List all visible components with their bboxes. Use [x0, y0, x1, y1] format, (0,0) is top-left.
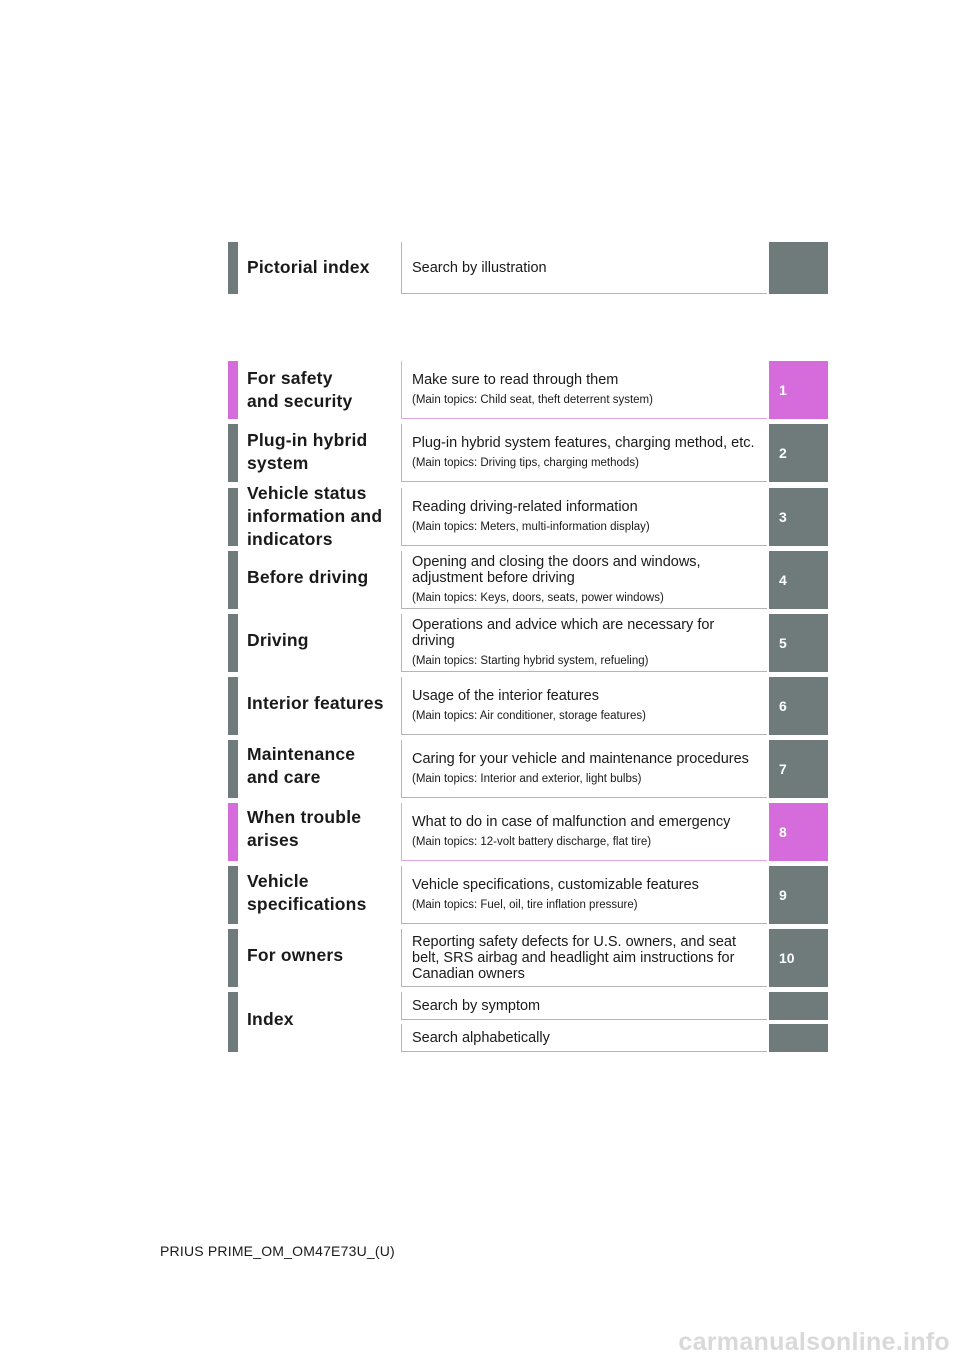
section-bar	[228, 740, 238, 798]
section-row[interactable]	[228, 551, 828, 609]
section-description	[401, 242, 767, 294]
section-number-tab[interactable]: 9	[769, 866, 828, 924]
section-main-text: Operations and advice which are necessary for driving	[412, 617, 715, 649]
section-row[interactable]	[228, 740, 828, 798]
section-number-tab[interactable]: 5	[769, 614, 828, 672]
section-bar	[228, 929, 238, 987]
section-description	[401, 424, 767, 482]
section-title: Driving	[247, 630, 309, 650]
section-title: Vehicle specifications	[247, 871, 367, 914]
document-code: PRIUS PRIME_OM_OM47E73U_(U)	[160, 1243, 395, 1259]
section-number-tab[interactable]: 1	[769, 361, 828, 419]
section-title: For owners	[247, 945, 344, 965]
section-tab[interactable]	[769, 1024, 828, 1052]
section-title: Vehicle status information and indicators	[247, 483, 383, 549]
section-tab[interactable]	[769, 992, 828, 1020]
section-bar	[228, 361, 238, 419]
section-title: Interior features	[247, 693, 384, 713]
section-bar	[228, 866, 238, 924]
section-description	[401, 929, 767, 987]
section-row[interactable]	[228, 866, 828, 924]
section-bar	[228, 992, 238, 1052]
section-main-text: Reporting safety defects for U.S. owners, and seat belt, SRS airbag and headlight aim instructions for Canadian owners	[412, 933, 736, 982]
section-number-tab[interactable]: 7	[769, 740, 828, 798]
section-description	[401, 866, 767, 924]
section-description	[401, 361, 767, 419]
section-row[interactable]	[228, 424, 828, 482]
section-number-tab[interactable]: 6	[769, 677, 828, 735]
section-number-tab[interactable]: 4	[769, 551, 828, 609]
section-number-tab[interactable]: 10	[769, 929, 828, 987]
section-title: Maintenance and care	[247, 744, 356, 787]
section-bar	[228, 488, 238, 546]
section-sub-text: (Main topics: Fuel, oil, tire inflation pressure)	[412, 899, 638, 911]
section-bar	[228, 424, 238, 482]
section-main-text: Opening and closing the doors and windows, adjustment before driving	[412, 554, 701, 586]
section-tab[interactable]	[769, 242, 828, 294]
section-sub-text: (Main topics: Child seat, theft deterrent system)	[412, 394, 653, 406]
index-row	[228, 992, 828, 1052]
section-main-text: Vehicle specifications, customizable features	[412, 877, 699, 893]
index-item-symptom[interactable]	[401, 992, 767, 1020]
section-main-text: Reading driving-related information	[412, 499, 638, 515]
section-sub-text: (Main topics: Driving tips, charging methods)	[412, 457, 639, 469]
section-description	[401, 803, 767, 861]
section-main-text: What to do in case of malfunction and emergency	[412, 814, 731, 830]
section-main-text: Search by symptom	[412, 997, 541, 1014]
section-description	[401, 677, 767, 735]
section-title: Plug-in hybrid system	[247, 430, 368, 473]
section-main-text: Search by illustration	[412, 259, 547, 276]
section-bar	[228, 803, 238, 861]
section-bar	[228, 551, 238, 609]
section-main-text: Plug-in hybrid system features, charging method, etc.	[412, 435, 755, 451]
section-description	[401, 488, 767, 546]
section-sub-text: (Main topics: Interior and exterior, light bulbs)	[412, 773, 642, 785]
pictorial-index-row[interactable]	[228, 242, 828, 294]
section-number-tab[interactable]: 8	[769, 803, 828, 861]
section-description	[401, 551, 767, 609]
section-row[interactable]	[228, 483, 828, 549]
index-item-alphabetical[interactable]	[401, 1024, 767, 1052]
section-sub-text: (Main topics: Meters, multi-information display)	[412, 521, 650, 533]
section-number-tab[interactable]: 2	[769, 424, 828, 482]
section-title: Index	[247, 1009, 294, 1029]
section-main-text: Search alphabetically	[412, 1029, 550, 1046]
section-sub-text: (Main topics: Air conditioner, storage features)	[412, 710, 646, 722]
section-main-text: Usage of the interior features	[412, 688, 599, 704]
section-description	[401, 740, 767, 798]
section-row[interactable]	[228, 614, 828, 672]
section-row[interactable]	[228, 803, 828, 861]
section-title: For safety and security	[247, 368, 353, 411]
section-title: Before driving	[247, 567, 369, 587]
section-row[interactable]	[228, 361, 828, 419]
watermark: carmanualsonline.info	[678, 1328, 950, 1356]
section-row[interactable]	[228, 929, 828, 987]
section-description	[401, 614, 767, 672]
section-sub-text: (Main topics: Keys, doors, seats, power windows)	[412, 592, 664, 604]
section-bar	[228, 242, 238, 294]
section-number-tab[interactable]: 3	[769, 488, 828, 546]
section-main-text: Make sure to read through them	[412, 372, 619, 388]
section-row[interactable]	[228, 677, 828, 735]
section-bar	[228, 614, 238, 672]
section-title: When trouble arises	[247, 807, 362, 850]
section-main-text: Caring for your vehicle and maintenance procedures	[412, 751, 749, 767]
section-bar	[228, 677, 238, 735]
section-title: Pictorial index	[247, 257, 370, 277]
section-sub-text: (Main topics: Starting hybrid system, refueling)	[412, 655, 649, 667]
section-sub-text: (Main topics: 12-volt battery discharge, flat tire)	[412, 836, 652, 848]
